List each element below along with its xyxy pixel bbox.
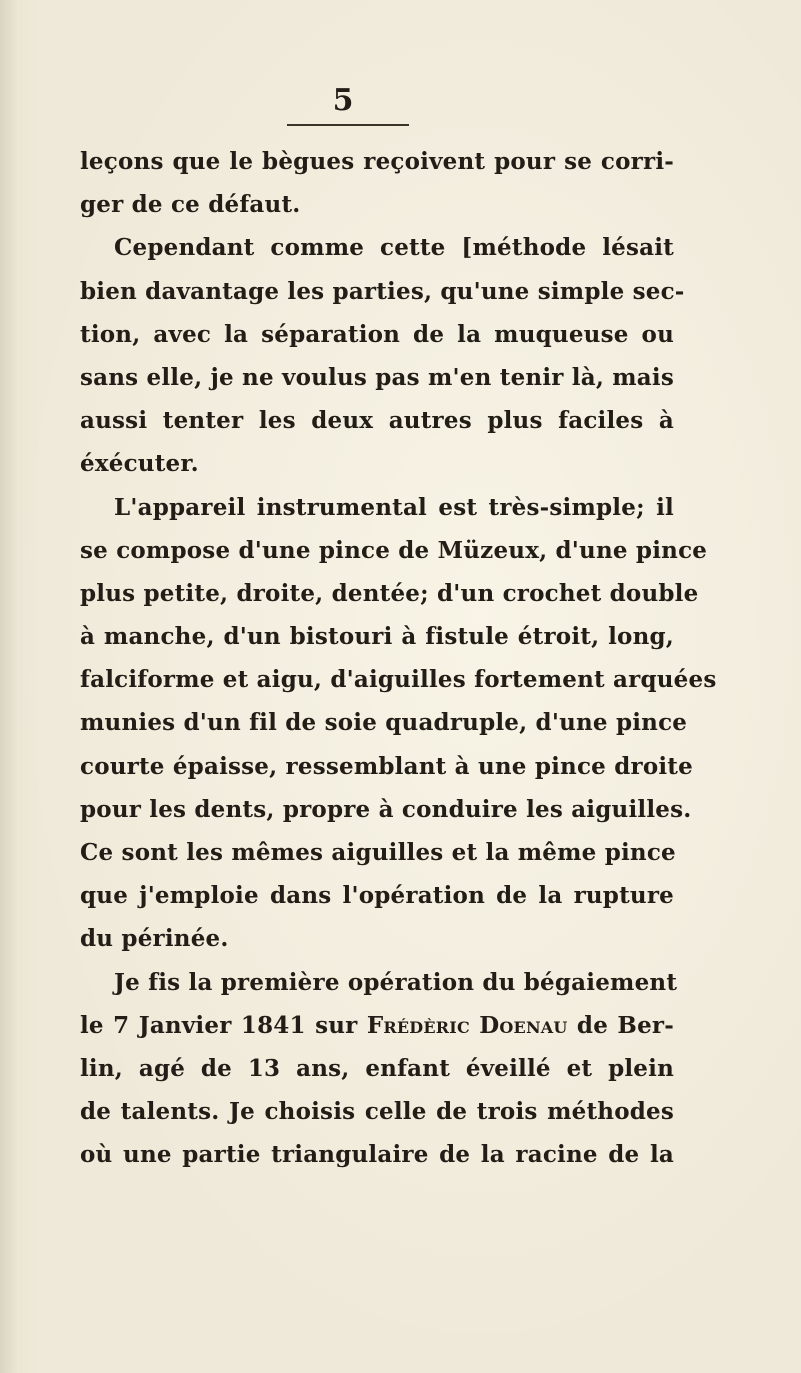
text-line: à manche, d'un bistouri à fistule étroit, long, xyxy=(80,623,674,651)
text-line: pour les dents, propre à conduire les aiguilles. xyxy=(80,795,692,823)
text-line: bien davantage les parties, qu'une simple sec- xyxy=(80,277,685,305)
body-text xyxy=(80,140,717,1177)
text-line: ger de ce défaut. xyxy=(80,191,301,219)
text-line: lin, agé de 13 ans, enfant éveillé et plein xyxy=(80,1054,674,1082)
page-number: 5 xyxy=(332,83,354,118)
text-line: éxécuter. xyxy=(80,450,199,478)
text-line: où une partie triangulaire de la racine de la xyxy=(80,1141,674,1169)
paragraph-start-line: L'appareil instrumental est très-simple; il xyxy=(114,493,674,521)
text-line: plus petite, droite, dentée; d'un crochet double xyxy=(80,579,699,607)
text-line: munies d'un fil de soie quadruple, d'une pince xyxy=(80,709,688,737)
text-segment: le 7 Janvier 1841 sur xyxy=(80,1011,367,1039)
text-line: tion, avec la séparation de la muqueuse ou xyxy=(80,320,674,348)
paragraph-start-line: Cependant comme cette [méthode lésait xyxy=(114,234,674,262)
text-line: aussi tenter les deux autres plus faciles à xyxy=(80,407,674,435)
text-line: se compose d'une pince de Müzeux, d'une pince xyxy=(80,536,708,564)
text-line: du périnée. xyxy=(80,925,229,953)
text-line: falciforme et aigu, d'aiguilles fortement arquées xyxy=(80,666,717,694)
person-name: Frédèric Doenau xyxy=(366,1011,568,1039)
text-line: leçons que le bègues reçoivent pour se corri- xyxy=(80,148,674,175)
text-line: sans elle, je ne voulus pas m'en tenir là, mais xyxy=(80,363,674,391)
text-segment: de Ber- xyxy=(567,1011,674,1039)
text-line xyxy=(80,1004,674,1047)
page-number-rule xyxy=(287,124,409,126)
text-line: que j'emploie dans l'opération de la rupture xyxy=(80,882,674,910)
text-line: courte épaisse, ressemblant à une pince droite xyxy=(80,752,693,780)
text-line: de talents. Je choisis celle de trois méthodes xyxy=(80,1098,674,1126)
text-line: Ce sont les mêmes aiguilles et la même pince xyxy=(80,839,676,866)
paragraph-start-line: Je fis la première opération du bégaiement xyxy=(114,968,678,996)
